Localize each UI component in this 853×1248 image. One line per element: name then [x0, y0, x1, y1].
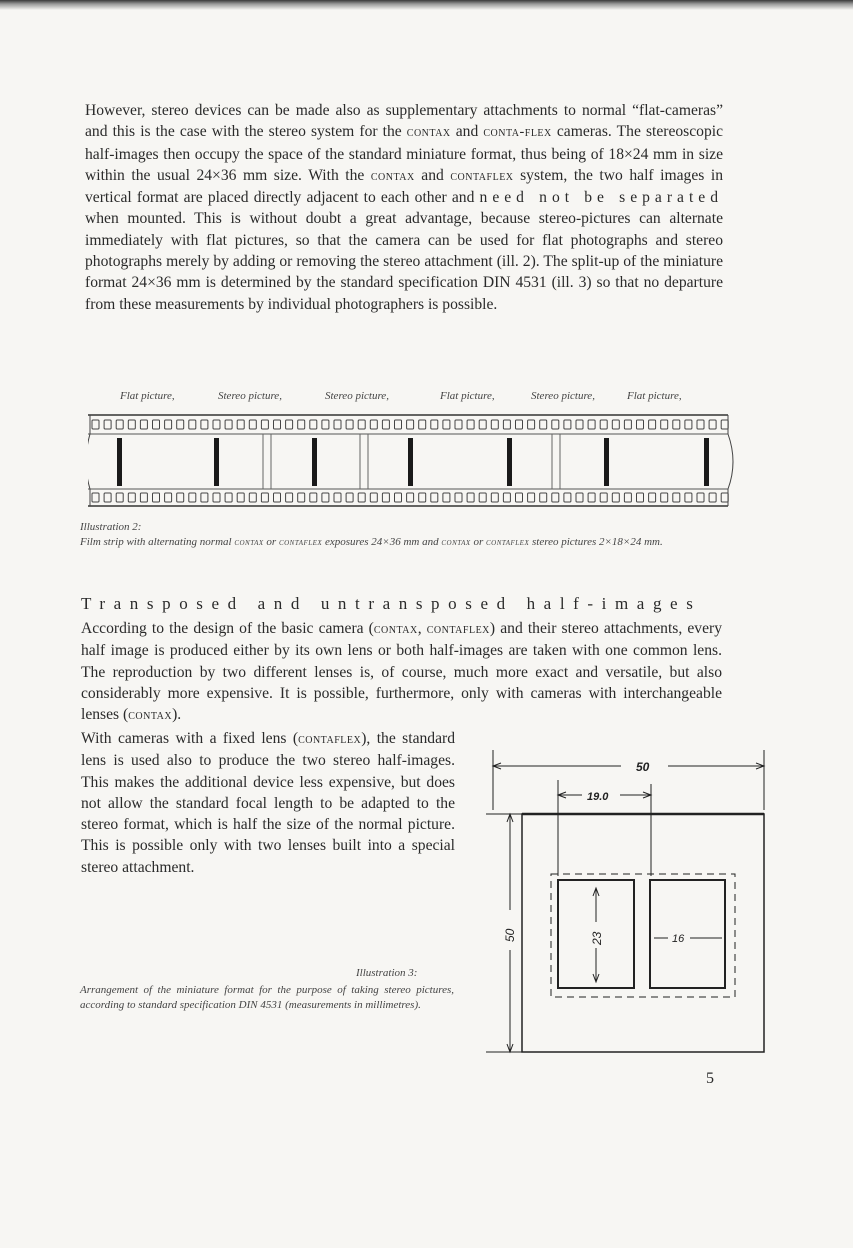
- perforation-hole: [649, 420, 656, 429]
- perforation-hole: [528, 420, 535, 429]
- perforation-hole: [310, 493, 317, 502]
- perforation-hole: [673, 420, 680, 429]
- perforation-hole: [455, 420, 462, 429]
- perforation-hole: [612, 493, 619, 502]
- caption-label: Illustration 2:: [80, 521, 142, 533]
- perforation-hole: [201, 493, 208, 502]
- perforation-hole: [298, 493, 305, 502]
- perforation-hole: [237, 493, 244, 502]
- caption-illustration-2: [80, 520, 730, 550]
- perforation-hole: [685, 420, 692, 429]
- perforation-hole: [503, 420, 510, 429]
- text-run: when mounted. This is without doubt a great advantage, because stereo-pictures can alternate immediately with flat pictures, so that the camera can be used for flat photographs and stereo photographs merely by adding or removing the stereo attachment (ill. 2). The split-up of the miniature format 24×36 mm is determined by the standard specification DIN 4531 (ill. 3) so that no departure from these measurements by individual photographers is possible.: [85, 210, 723, 313]
- perforation-hole: [382, 493, 389, 502]
- perforation-hole: [310, 420, 317, 429]
- perforation-hole: [346, 493, 353, 502]
- perforation-hole: [249, 420, 256, 429]
- perforation-hole: [298, 420, 305, 429]
- dimension-width-label: 50: [636, 760, 650, 774]
- paragraph-stereo-attachments: [85, 100, 723, 315]
- section-heading: Transposed and untransposed half-images: [81, 594, 702, 613]
- perforation-hole: [189, 420, 196, 429]
- perforation-hole: [721, 420, 728, 429]
- perforation-hole: [612, 420, 619, 429]
- perforation-hole: [92, 420, 99, 429]
- perforation-hole: [274, 493, 281, 502]
- perforation-hole: [624, 420, 631, 429]
- perforation-hole: [697, 493, 704, 502]
- paragraph-lens-design: [81, 618, 722, 726]
- perforation-hole: [419, 493, 426, 502]
- perforation-hole: [479, 493, 486, 502]
- perforation-hole: [249, 493, 256, 502]
- perforation-hole: [334, 493, 341, 502]
- text-run: or: [470, 536, 486, 548]
- perforation-hole: [286, 420, 293, 429]
- perforation-hole: [576, 420, 583, 429]
- perforation-hole: [213, 420, 220, 429]
- text-run: and: [450, 123, 484, 141]
- perforation-hole: [225, 420, 232, 429]
- perforation-hole: [104, 493, 111, 502]
- perforation-hole: [503, 493, 510, 502]
- perforation-hole: [177, 420, 184, 429]
- page-number: 5: [706, 1070, 714, 1087]
- perforation-hole: [673, 493, 680, 502]
- film-label: Stereo picture,: [218, 390, 282, 402]
- text-run: With cameras with a fixed lens (: [81, 730, 299, 747]
- film-label: Stereo picture,: [531, 390, 595, 402]
- scan-top-edge: [0, 0, 853, 10]
- perforation-hole: [140, 420, 147, 429]
- perforation-hole: [455, 493, 462, 502]
- dimension-gap-label: 16: [672, 933, 685, 945]
- brand-contax: contax: [441, 537, 471, 548]
- perforation-hole: [370, 493, 377, 502]
- perforation-hole: [588, 493, 595, 502]
- perforation-hole: [358, 420, 365, 429]
- perforation-hole: [165, 420, 172, 429]
- perforation-hole: [201, 420, 208, 429]
- perforation-hole: [709, 493, 716, 502]
- perforation-hole: [637, 420, 644, 429]
- perforation-hole: [382, 420, 389, 429]
- text-run: ) and their stereo attachments, every half image is produced either by its own lens or both half-images are taken with one common lens. The reproduction by two different lenses is, of course, much more exact and versatile, but also considerably more expensive. It is possible, furthermore, only with cameras with interchangeable lenses (: [81, 620, 722, 724]
- perforation-hole: [661, 420, 668, 429]
- brand-contaflex: contaflex: [450, 167, 514, 184]
- text-run: exposures 24×36 mm and: [322, 536, 442, 548]
- perforation-hole: [322, 493, 329, 502]
- perforation-hole: [600, 420, 607, 429]
- perforation-hole: [491, 493, 498, 502]
- perforation-hole: [116, 493, 123, 502]
- perforation-hole: [443, 420, 450, 429]
- perforation-hole: [104, 420, 111, 429]
- text-run: According to the design of the basic camera (: [81, 620, 374, 637]
- brand-contaflex: contaflex: [278, 537, 323, 548]
- perforation-hole: [237, 420, 244, 429]
- film-label: Flat picture,: [627, 390, 682, 402]
- perforation-hole: [528, 493, 535, 502]
- perforation-hole: [128, 493, 135, 502]
- perforation-hole: [467, 493, 474, 502]
- film-strip-illustration: [88, 414, 743, 516]
- text-run: Film strip with alternating normal: [80, 536, 235, 548]
- brand-contaflex: conta-flex: [483, 124, 552, 141]
- perforation-hole: [128, 420, 135, 429]
- brand-contax: contax: [370, 167, 415, 184]
- perforation-hole: [697, 420, 704, 429]
- perforation-hole: [709, 420, 716, 429]
- perforation-hole: [588, 420, 595, 429]
- perforation-hole: [516, 493, 523, 502]
- perforation-hole: [516, 420, 523, 429]
- perforation-hole: [649, 493, 656, 502]
- perforation-hole: [407, 493, 414, 502]
- perforation-hole: [552, 493, 559, 502]
- caption-illustration-3: Arrangement of the miniature format for the purpose of taking stereo pictures, according to standard specification DIN 4531 (measurements in millimetres).: [80, 984, 454, 1011]
- perforation-hole: [685, 493, 692, 502]
- perforation-hole: [479, 420, 486, 429]
- perforation-hole: [261, 420, 268, 429]
- perforation-hole: [661, 493, 668, 502]
- dimension-height-label: 50: [503, 928, 517, 942]
- perforation-hole: [431, 493, 438, 502]
- perforation-hole: [286, 493, 293, 502]
- text-run: and: [414, 166, 451, 184]
- perforation-hole: [564, 493, 571, 502]
- perforation-hole: [153, 420, 160, 429]
- perforation-hole: [177, 493, 184, 502]
- perforation-hole: [274, 420, 281, 429]
- brand-contax: contax: [128, 707, 173, 724]
- perforation-hole: [576, 493, 583, 502]
- frame-separators: [117, 438, 709, 486]
- dimension-image-height-label: 23: [590, 931, 604, 945]
- perforation-hole: [467, 420, 474, 429]
- stereo-format-diagram: [486, 750, 771, 1060]
- perforation-hole: [370, 420, 377, 429]
- perforation-hole: [540, 493, 547, 502]
- perforation-hole: [407, 420, 414, 429]
- brand-contax: contax: [406, 124, 451, 141]
- film-strip-labels: [0, 390, 853, 406]
- perforation-hole: [322, 420, 329, 429]
- perforation-hole: [419, 420, 426, 429]
- perforation-hole: [395, 493, 402, 502]
- film-label: Stereo picture,: [325, 390, 389, 402]
- text-run: or: [263, 536, 279, 548]
- perforation-hole: [140, 493, 147, 502]
- perforation-hole: [225, 493, 232, 502]
- perforation-hole: [721, 493, 728, 502]
- brand-contaflex: contaflex: [426, 621, 490, 637]
- caption-body: [80, 535, 730, 550]
- text-run: cameras. The stereoscopic half-images then occupy the space of the standard miniature format, thus being of 18×24 mm in size within the usual 24×36 mm size. With the: [85, 123, 724, 184]
- text-run: ).: [172, 706, 182, 724]
- perforation-hole: [431, 420, 438, 429]
- perforation-hole: [165, 493, 172, 502]
- text-run: ,: [417, 620, 427, 637]
- perforation-hole: [116, 420, 123, 429]
- perforations-bottom: [92, 493, 728, 502]
- perforation-hole: [334, 420, 341, 429]
- perforation-hole: [552, 420, 559, 429]
- paragraph-fixed-lens: [81, 728, 455, 878]
- perforation-hole: [261, 493, 268, 502]
- film-label: Flat picture,: [120, 390, 175, 402]
- caption-illustration-3-label: Illustration 3:: [356, 967, 418, 979]
- dimension-offset-label: 19.0: [587, 791, 609, 803]
- film-label: Flat picture,: [440, 390, 495, 402]
- perforation-hole: [600, 493, 607, 502]
- brand-contaflex: contaflex: [298, 731, 362, 747]
- perforation-hole: [564, 420, 571, 429]
- perforation-hole: [213, 493, 220, 502]
- perforations-top: [92, 420, 728, 429]
- text-run: system, the two half images in vertical format are placed directly adjacent to each other and: [85, 166, 723, 207]
- perforation-hole: [189, 493, 196, 502]
- text-run: However, stereo devices can be made also as supplementary attachments to normal “flat-cameras” and this is the case with the stereo system for the: [85, 102, 723, 141]
- perforation-hole: [491, 420, 498, 429]
- brand-contax: contax: [373, 621, 418, 637]
- perforation-hole: [637, 493, 644, 502]
- brand-contax: contax: [234, 537, 264, 548]
- text-run: ), the standard lens is used also to produce the two stereo half-images. This makes the additional device less expensive, but does not allow the standard focal length to be adapted to the stereo format, which is half the size of the normal picture. This is possible only with two lenses built into a special stereo attachment.: [81, 730, 455, 876]
- perforation-hole: [395, 420, 402, 429]
- perforation-hole: [92, 493, 99, 502]
- perforation-hole: [540, 420, 547, 429]
- perforation-hole: [443, 493, 450, 502]
- perforation-hole: [358, 493, 365, 502]
- perforation-hole: [153, 493, 160, 502]
- emphasis-spaced: need not be separated: [479, 189, 724, 207]
- text-run: stereo pictures 2×18×24 mm.: [529, 536, 663, 548]
- brand-contaflex: contaflex: [485, 537, 530, 548]
- perforation-hole: [624, 493, 631, 502]
- perforation-hole: [346, 420, 353, 429]
